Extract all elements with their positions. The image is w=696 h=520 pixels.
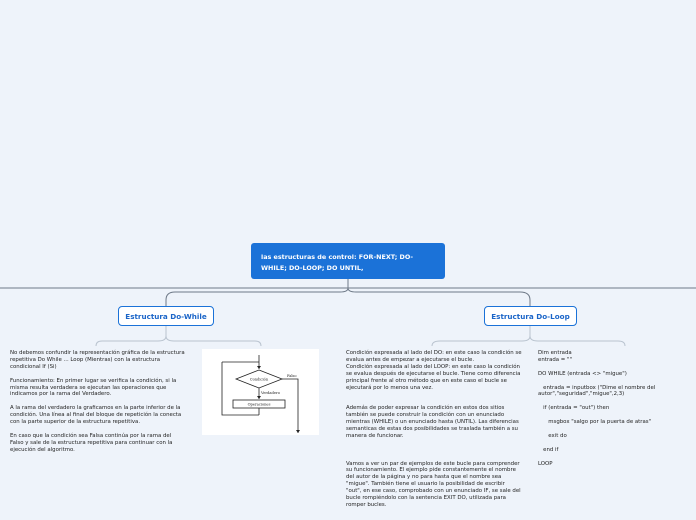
true-label: Verdadero [261,391,280,395]
flowchart-diagram [202,349,319,435]
do-while-description: No debemos confundir la representación gráfica de la estructura repetitiva Do While ... Loop (Mientras) con la estructura condicional If (Si) Funcionamiento: En primer lugar se verifica la condición, si la misma resulta verdadera se ejecutan las operaciones que indicamos por la rama del Verdadero. A la rama del verdadero la graficamos en la parte inferior de la condición. Una línea al final del bloque de repetición la conecta con la parte superior de la estructura repetitiva. En caso que la condición sea Falsa continúa por la rama del Falso y sale de la estructura repetitiva para continuar con la ejecución del algoritmo. [10,350,185,453]
false-label: Falso [287,374,297,378]
branch-do-while[interactable]: Estructura Do-While [118,306,214,326]
condition-label: Condición [249,377,269,382]
central-topic[interactable]: las estructuras de control: FOR-NEXT; DO-WHILE; DO-LOOP; DO UNTIL, [251,243,445,279]
do-loop-description: Condición expresada al lado del DO: en este caso la condición se evalua antes de empezar a ejecutarse el bucle. Condición expresada al lado del LOOP: en este caso la condición se evalua después de ejecutarse el bucle. Tiene como diferencia principal frente al otro método que en este caso el bucle se ejecutará por lo menos una vez. Además de poder expresar la condición en estos dos sitios también se puede construir la condición con un enunciado mientras (WHILE) o un enunciado hasta (UNTIL). Las diferencias semanticas de estas dos posibilidades se traslada también a su manera de funcionar. Vamos a ver un par de ejemplos de este bucle para comprender su funcionamiento. El ejemplo pide constantemente el nombre del autor de la página y no para hasta que el nombre sea "migue". También tiene el usuario la posibilidad de escribir "out", en ese caso, comprobado con un enunciado IF, se sale del bucle rompiéndolo con la sentencia EXIT DO, utilizada para romper bucles. [346,350,522,508]
branch-do-loop[interactable]: Estructura Do-Loop [484,306,577,326]
do-while-flowchart-figure [202,349,319,435]
do-loop-code-example: Dim entrada entrada = "" DO WHILE (entrada <> "migue") entrada = inputbox ("Dime el nombre del autor","seguridad","migue",2,3) if (entrada = "out") then msgbox "salgo por la puerta de atras" exit do end if LOOP [538,350,656,467]
operations-label: Operaciones [247,402,271,407]
